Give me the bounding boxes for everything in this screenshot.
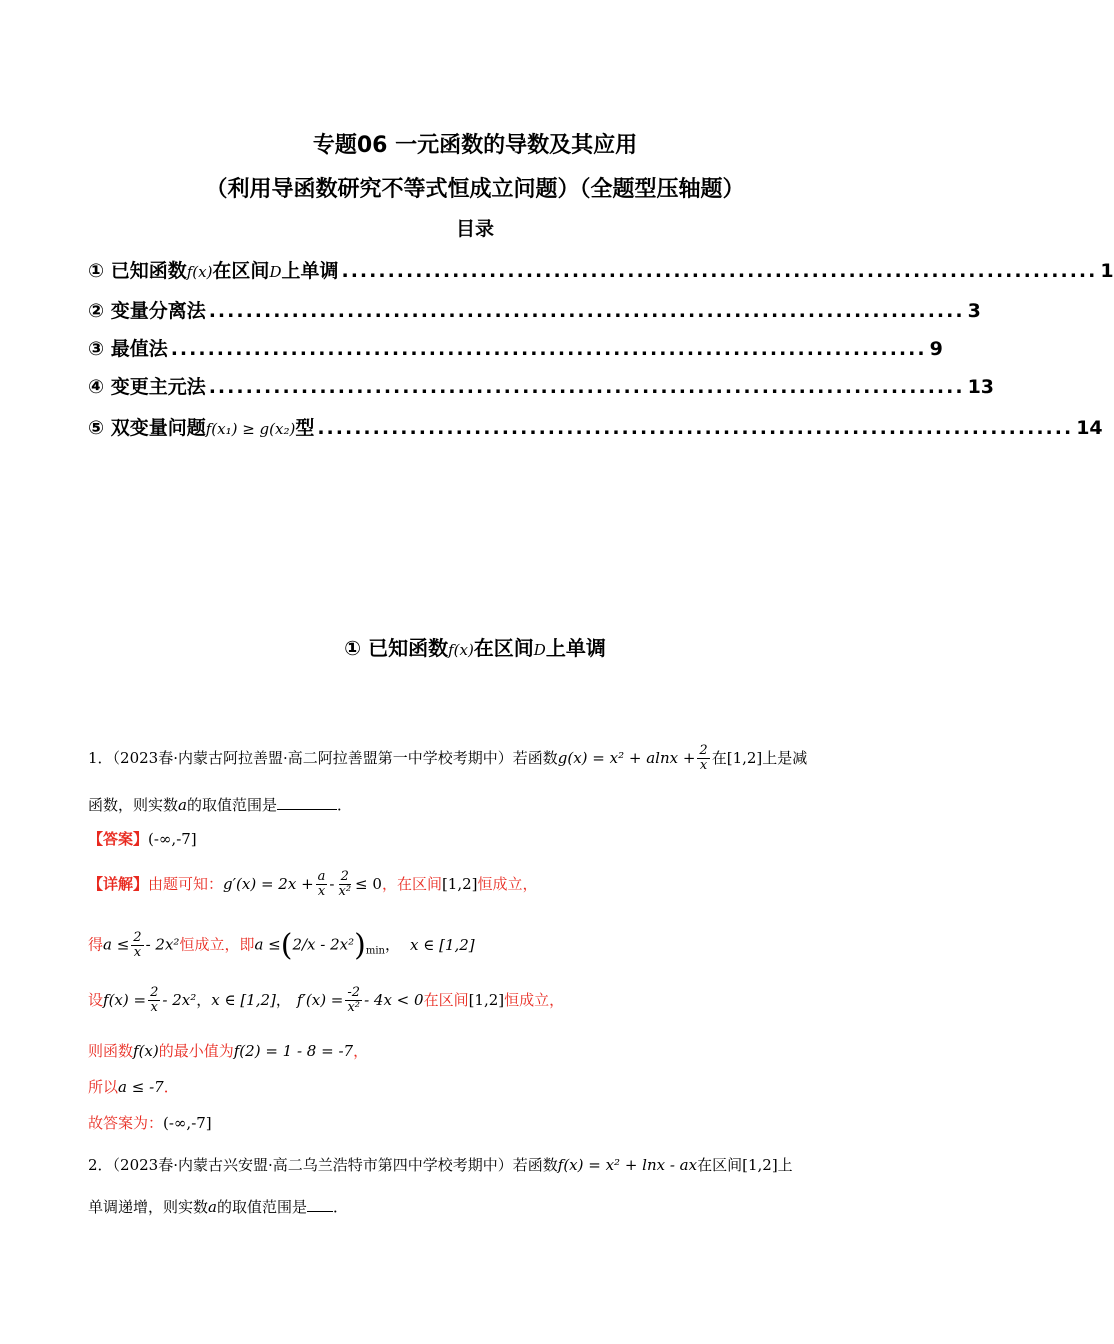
detail-line-1: 【详解】由题可知：g′(x) = 2x + $\frac{a}{x}$ - $\frac{2}{\text{x²}}$ ≤ 0，在区间[1,2]恒成立， (88, 869, 538, 900)
toc-leader-dots: .................................................................................. (341, 260, 1098, 282)
toc-entry-label: ① 已知函数f(x)在区间D上单调 (88, 260, 339, 282)
question-1-stem: 1．（2023春·内蒙古阿拉善盟·高二阿拉善盟第一中学校考期中）若函数g(x) = x² + alnx + $\frac{2}{x}$ 在[1,2]上是减 (88, 743, 808, 774)
section-heading: ① 已知函数f(x)在区间D上单调 (344, 636, 606, 660)
document-title: 专题06 一元函数的导数及其应用 (312, 133, 638, 158)
toc-page-number: 3 (967, 300, 981, 322)
toc-entry-label: ⑤ 双变量问题f(x₁) ≥ g(x₂)型 (88, 417, 315, 439)
question-1-stem-cont: 函数，则实数a的取值范围是 ． (88, 796, 352, 814)
toc-page-number: 9 (929, 338, 943, 360)
toc-entry-5[interactable] (88, 413, 1103, 440)
answer-blank[interactable] (307, 1197, 333, 1212)
toc-page-number: 14 (1076, 417, 1103, 439)
document-subtitle: （利用导函数研究不等式恒成立问题）（全题型压轴题） (205, 177, 745, 202)
toc-leader-dots: .................................................................................. (317, 417, 1074, 439)
toc-leader-dots: .................................................................................. (208, 300, 965, 322)
fraction: $\frac{2}{x}$ (699, 743, 708, 774)
answer-value: (-∞,-7] (148, 830, 197, 848)
toc-page-number: 13 (967, 376, 995, 398)
toc-heading: 目录 (455, 218, 494, 240)
toc-entry-4[interactable] (88, 372, 995, 399)
question-2-stem-cont: 单调递增，则实数a的取值范围是 ． (88, 1198, 348, 1216)
toc-entry-1[interactable] (88, 256, 1114, 283)
toc-leader-dots: .................................................................................. (170, 338, 927, 360)
answer-line (88, 828, 197, 849)
answer-label: 【答案】 (88, 830, 149, 848)
detail-line-3: 设f(x) = $\frac{2}{x}$ - 2x²，x ∈ [1,2]， f′(x) = $\frac{-2}{\text{x²}}$ - 4x < 0在区间[1,2]恒成立， (88, 985, 565, 1016)
detail-label: 【详解】 (88, 874, 149, 893)
final-answer-line: 故答案为：(-∞,-7] (88, 1114, 212, 1132)
toc-entry-label: ④ 变更主元法 (88, 376, 206, 398)
detail-line-5: 所以a ≤ -7． (88, 1078, 179, 1096)
toc-leader-dots: .................................................................................. (208, 376, 965, 398)
toc-entry-3[interactable] (88, 334, 943, 361)
toc-entry-label: ② 变量分离法 (88, 300, 206, 322)
detail-line-2: 得a ≤ $\frac{2}{x}$ - 2x²恒成立，即$a \le(2/x - 2x^2)_{min}$， x ∈ [1,2] (88, 928, 475, 963)
question-2-stem: 2．（2023春·内蒙古兴安盟·高二乌兰浩特市第四中学校考期中）若函数f(x) = x² + lnx - ax在区间[1,2]上 (88, 1156, 793, 1174)
answer-blank[interactable] (277, 795, 337, 810)
toc-page-number: 1 (1100, 260, 1114, 282)
toc-entry-2[interactable] (88, 296, 981, 323)
toc-entry-label: ③ 最值法 (88, 338, 168, 360)
detail-line-4: 则函数f(x)的最小值为f(2) = 1 - 8 = -7， (88, 1042, 369, 1060)
